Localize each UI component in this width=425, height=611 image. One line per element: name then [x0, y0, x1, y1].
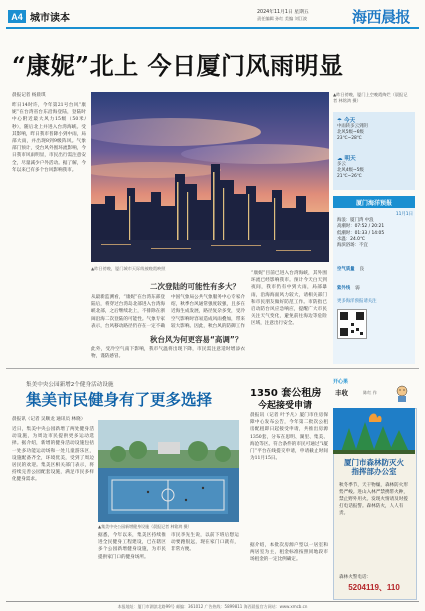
today-block — [337, 116, 368, 142]
fitness-photo-svg — [98, 420, 239, 522]
newspaper-masthead: 海西晨报 — [352, 8, 411, 26]
today-label — [337, 116, 368, 124]
mid-col-text-3: 此外，受冷空气南下影响，我市气温将出现下降，市民需注意适时增添衣物，谨防感冒。 — [91, 347, 245, 360]
section-divider — [6, 368, 419, 369]
section-name: 城市读本 — [30, 13, 70, 24]
fitness-headline: 集美市民健身有了更多选择 — [26, 391, 213, 409]
today-line: 23℃~28℃ — [337, 136, 362, 141]
editor-credit: 责任编辑 孙红 美编 刘江波 — [257, 16, 308, 21]
forest-fire-ad-banner — [333, 408, 415, 454]
fitness-kicker: 集美中央公园新增2个健身活动设施 — [26, 382, 114, 388]
forest-fire-ad-art — [333, 408, 415, 454]
tomorrow-line: 北风4级~5级 — [337, 168, 364, 173]
forest-fire-phone: 5204119、110 — [348, 583, 400, 592]
marine-forecast-content — [337, 212, 413, 339]
photo-caption: ▲昨日傍晚，厦门城市天际线被晚霞映照 — [91, 266, 166, 271]
page-number: A4 — [8, 10, 26, 23]
subhead-second-landfall: 二次登陆的可能性有多大？ — [150, 282, 240, 291]
fitness-text: 近日，集美中央公园新增了两处健身活动设施，为周边市民提供更多运动选择。据介绍，新增的健身活动设施包括一处多功能运动场和一处儿童游乐区，设施配备齐全，环境优美，受到了周边居民的欢迎。集美区相关部门表示，将持续完善公园配套设施，满足市民多样化健身需求。 — [12, 427, 94, 483]
uv-value: 弱 — [355, 286, 360, 292]
housing-subheadline: 今起接受申请 — [258, 401, 313, 411]
page-footer: 本报地址：厦门市湖滨北路99号 邮编：361012 广告热线：5899811 海西晨报官方网站：www.xmcb.cn — [6, 601, 419, 610]
housing-headline: 1350 套公租房 — [250, 388, 322, 399]
air-quality-label: 空气质量 — [337, 267, 355, 273]
forest-fire-ad-body: 秋冬季节，天干物燥，森林防火形势严峻。进山入林严禁携带火种，禁止野外用火。发现火情请及时拨打电话报警。森林防火，人人有责。 — [339, 483, 408, 516]
tomorrow-label-text: 明天 — [344, 156, 356, 162]
fitness-photo — [98, 420, 239, 522]
skyline-photo-svg — [91, 92, 329, 262]
marine-date: 11月1日 — [395, 212, 413, 217]
header-rule — [6, 27, 419, 29]
housing-text-2: 据介绍，本批次房源户型以一居室和两居室为主，租金标准按照同地段市场租金的一定比例确定。 — [250, 543, 328, 563]
marine-line: 海浪：厦门湾 中浪 — [337, 218, 374, 224]
issue-date: 2024年11月1日 星期五 — [257, 10, 309, 15]
intro-text: 昨日14时许，今年第21号台风“康妮”在台湾省台东沿海登陆，登陆时中心附近最大风力15级（50米/秒），随后北上并进入台湾海峡。受其影响，昨日我市普降小到中雨，局部大雨，并出现8到9级阵风。气象部门预计，受台风外围环流影响，今日我市风雨明显，市民出行需注意安全，尽量减少户外活动。据了解，今年以来已有多个台风影响我市。 — [12, 103, 86, 173]
photo-credit: ▲昨日傍晚，厦门上空晚霞绚烂（晨报记者 林铭鸿 摄） — [333, 92, 408, 103]
mid-col-text-2: 中国气象局公共气象服务中心专家介绍，秋季台风通常强度较强，且多在近海生成发展，路径复杂多变，受冷空气影响时容易造成风雨叠加，带来较大影响。因此，秋台风的防御工作 — [171, 295, 245, 329]
tomorrow-line: 21℃~26℃ — [337, 174, 362, 179]
marine-line: 海滨浴场：不宜 — [337, 243, 368, 249]
main-headline: “康妮”北上 今日厦门风雨明显 — [12, 51, 344, 80]
today-line: 中雨转多云到阴 — [337, 124, 368, 129]
marine-line: 水温：24.0℃ — [337, 236, 365, 242]
forest-fire-phone-label: 森林火警电话： — [339, 575, 372, 580]
marine-line: 低潮时：01:33 / 14:05 — [337, 230, 385, 236]
tomorrow-block — [337, 154, 364, 180]
cartoon-corner-label: 开心果 — [333, 379, 349, 385]
uv-row — [337, 274, 413, 293]
byline: 晨报记者 杨晨琪 — [12, 93, 46, 98]
uv-label: 紫外线 — [337, 286, 351, 292]
weather-box — [333, 112, 415, 190]
skyline-photo — [91, 92, 329, 262]
mid-col-text-1: 从最新监测看，“康妮”在台湾东部登陆后，将穿过台湾岛北部进入台湾海峡北部，之后继续北上，不排除在浙闽沿海二次登陆的可能性。气象专家表示，台风移动路径仍存在一定不确 — [91, 295, 165, 329]
subhead-autumn-typhoon: 秋台风为何更容易“高调”？ — [150, 335, 243, 344]
fitness-text-2: 据悉，今年以来，集美区持续推进全民健身工程建设，已在辖区多个公园新增健身设施，为市民提供家门口的健身场所。 — [98, 533, 166, 560]
more-forecast-note: 更多海洋预报请关注 — [337, 299, 377, 305]
cartoon-illustration — [391, 384, 413, 402]
housing-text: 晨报讯（记者 叶予凡）厦门市住房保障中心发布公告，今年第二批次公租房配租即日起接受申请，共推出房源1350套，分布在思明、湖里、集美、海沧等区。符合条件的市民可通过“i厦门”平台在线提交申请，申请截止时间为11月15日。 — [250, 413, 328, 462]
cloud-icon: ☁ — [337, 156, 343, 162]
rain-icon: ☂ — [337, 118, 343, 124]
air-quality-row — [337, 255, 413, 274]
tomorrow-label — [337, 154, 364, 162]
cartoon-title: 丰收 — [335, 389, 348, 397]
cartoon-author: 陈红 作 — [363, 390, 377, 395]
fitness-text-3: 市民李先生说，以前下班后想运动要跑很远，现在家门口就有，非常方便。 — [171, 533, 239, 553]
today-line: 北风5级~6级 — [337, 130, 364, 135]
qr-code-icon — [337, 309, 367, 339]
tomorrow-line: 多云 — [337, 162, 346, 167]
today-label-text: 今天 — [343, 118, 356, 124]
marine-forecast-title: 厦门海洋预报 — [333, 196, 415, 208]
marine-line: 高潮时：07:52 / 20:21 — [337, 224, 385, 230]
forest-fire-ad-title: 厦门市森林防灭火 指挥部办公室 — [344, 458, 404, 476]
fitness-photo-caption: ▲集美中央公园新增健身设施（晨报记者 林铭鸿 摄） — [98, 524, 192, 529]
right-col-text: “康妮”目前已进入台湾海峡，其外围环流已经影响我市。预计今天白天到夜间，我市仍有中到大雨，局部暴雨，沿海海面风力较大，请相关部门和市民朋友做好防范工作。市防指已启动防台风应急响应，提醒广大市民关注天气变化，避免前往海边等危险区域，注意出行安全。 — [251, 271, 327, 327]
air-quality-value: 良 — [359, 267, 365, 273]
cartoon-corner — [333, 378, 415, 404]
fitness-byline: 晨报讯（记者 吴顺龙 通讯员 林晓） — [12, 417, 86, 422]
